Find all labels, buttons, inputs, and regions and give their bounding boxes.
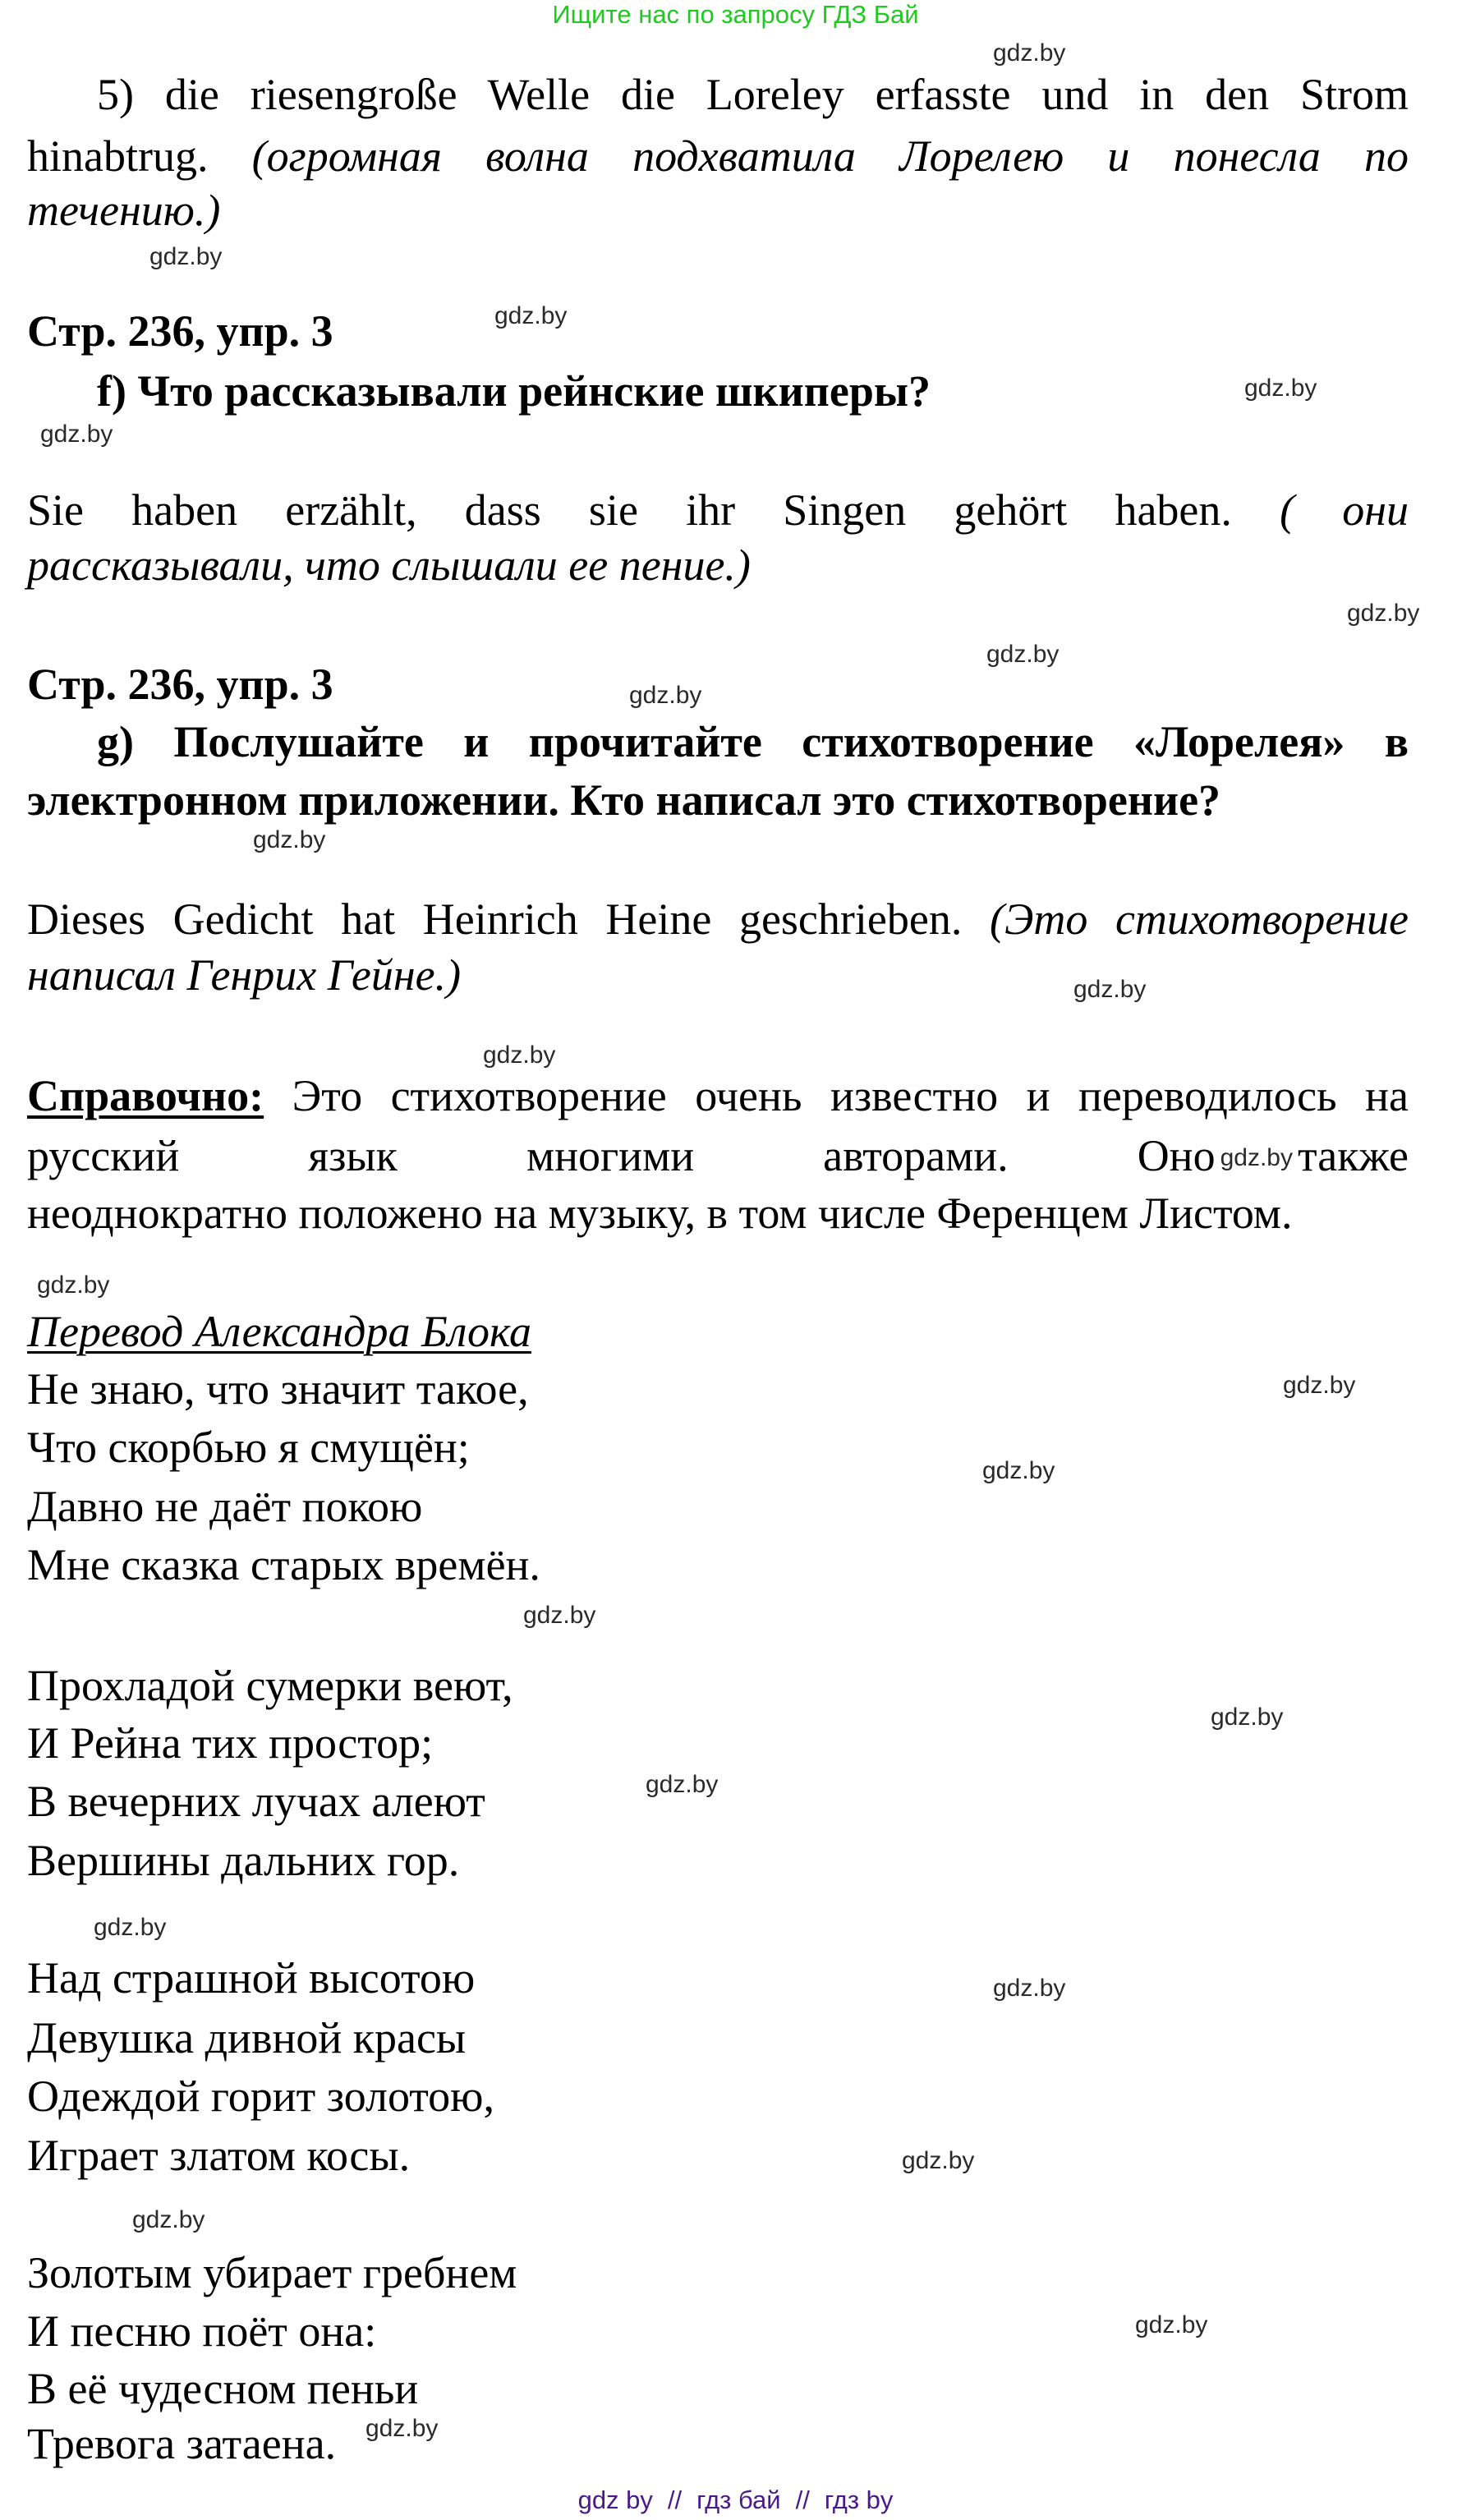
item5-line-3: течению.) [27, 186, 221, 235]
watermark: gdz.by [1073, 976, 1147, 1003]
poem-line: Золотым убирает гребнем [27, 2248, 517, 2297]
search-banner[interactable]: Ищите нас по запросу ГДЗ Бай [552, 0, 919, 29]
poem-line: Давно не даёт покою [27, 1482, 423, 1531]
reference-word-group [1138, 1131, 1409, 1180]
watermark: gdz.by [982, 1457, 1055, 1484]
poem-line: Играет златом косы. [27, 2131, 411, 2180]
poem-line: В вечерних лучах алеют [27, 1777, 485, 1826]
item5-german: hinabtrug. [27, 131, 209, 181]
watermark: gdz.by [993, 39, 1066, 67]
section-g-question-line-2: электронном приложении. Кто написал это стихотворение? [27, 775, 1221, 825]
watermark: gdz.by [1283, 1372, 1356, 1399]
watermark: gdz.by [253, 826, 326, 853]
poem-line: Вершины дальних гор. [27, 1836, 460, 1885]
footer-links [0, 2486, 1471, 2515]
section-f-answer-ru-start: ( они [1280, 485, 1409, 535]
watermark: gdz.by [1244, 375, 1317, 402]
watermark: gdz.by [37, 1271, 110, 1299]
section-f-answer-line-1 [27, 485, 1409, 536]
section-g-question-line-1: g) Послушайте и прочитайте стихотворение «Лорелея» в [97, 717, 1409, 766]
poem-line: Девушка дивной красы [27, 2013, 467, 2062]
section-f-answer-german: Sie haben erzählt, dass sie ihr Singen gehört haben. [27, 485, 1232, 535]
section-g-answer-line-2: написал Генрих Гейне.) [27, 950, 462, 1000]
footer-separator: // [667, 2486, 683, 2514]
section-g-heading: Стр. 236, упр. 3 [27, 660, 333, 709]
watermark: gdz.by [523, 1602, 596, 1629]
poem-line: И Рейна тих простор; [27, 1718, 434, 1768]
watermark: gdz.by [1347, 600, 1420, 627]
watermark: gdz.by [629, 682, 702, 709]
section-f-heading: Стр. 236, упр. 3 [27, 306, 333, 356]
poem-line: В её чудесном пеньи [27, 2364, 419, 2413]
reference-word: также [1297, 1131, 1409, 1180]
footer-link-gdz-bai[interactable]: гдз бай [696, 2486, 781, 2514]
poem-line: Прохладой сумерки веют, [27, 1661, 513, 1710]
poem-title: Перевод Александра Блока [27, 1307, 531, 1356]
watermark: gdz.by [902, 2147, 975, 2174]
reference-label: Справочно: [27, 1071, 264, 1120]
watermark: gdz.by [1211, 1704, 1284, 1731]
watermark: gdz.by [40, 421, 113, 448]
watermark: gdz.by [646, 1771, 719, 1798]
poem-line: Мне сказка старых времён. [27, 1540, 540, 1589]
watermark: gdz.by [149, 243, 223, 270]
poem-line: Над страшной высотою [27, 1953, 476, 2003]
section-g-answer-german: Dieses Gedicht hat Heinrich Heine geschrieben. [27, 894, 963, 944]
watermark: gdz.by [365, 2415, 439, 2442]
reference-line-3: неоднократно положено на музыку, в том числе Ференцем Листом. [27, 1189, 1293, 1238]
watermark: gdz.by [494, 302, 568, 329]
watermark: gdz.by [483, 1042, 556, 1069]
reference-word: многими [526, 1131, 695, 1180]
section-f-answer-line-2: рассказывали, что слышали ее пение.) [27, 540, 751, 590]
poem-line: Одеждой горит золотою, [27, 2072, 494, 2121]
section-g-answer-line-1 [27, 894, 1409, 945]
section-f-question: f) Что рассказывали рейнские шкиперы? [97, 366, 931, 416]
watermark: gdz.by [986, 641, 1060, 668]
reference-text-1: Это стихотворение очень известно и переводилось на [292, 1071, 1409, 1120]
footer-link-gdz-by-ru[interactable]: гдз by [824, 2486, 894, 2514]
poem-line: Тревога затаена. [27, 2419, 337, 2468]
poem-line: Что скорбью я смущён; [27, 1423, 470, 1472]
section-g-answer-ru-start: (Это стихотворение [989, 894, 1409, 944]
reference-word: язык [308, 1131, 398, 1180]
item5-translation: (огромная волна подхватила Лорелею и понесла по [251, 131, 1409, 181]
item5-line-2 [27, 131, 1409, 182]
watermark-inline: gdz.by [1220, 1144, 1293, 1171]
reference-word: авторами. [823, 1131, 1009, 1180]
watermark: gdz.by [132, 2206, 205, 2233]
reference-line-2 [27, 1130, 1409, 1181]
footer-link-gdz-by[interactable]: gdz by [577, 2486, 653, 2514]
poem-line: И песню поёт она: [27, 2306, 377, 2356]
watermark: gdz.by [94, 1914, 167, 1941]
reference-word: Оно [1137, 1131, 1216, 1180]
reference-line-1 [27, 1070, 1409, 1121]
poem-line: Не знаю, что значит такое, [27, 1364, 529, 1414]
footer-separator: // [795, 2486, 810, 2514]
watermark: gdz.by [1135, 2311, 1208, 2338]
watermark: gdz.by [993, 1975, 1066, 2002]
reference-word: русский [27, 1131, 180, 1180]
item5-line-1: 5) die riesengroße Welle die Loreley erfasste und in den Strom [97, 70, 1409, 119]
